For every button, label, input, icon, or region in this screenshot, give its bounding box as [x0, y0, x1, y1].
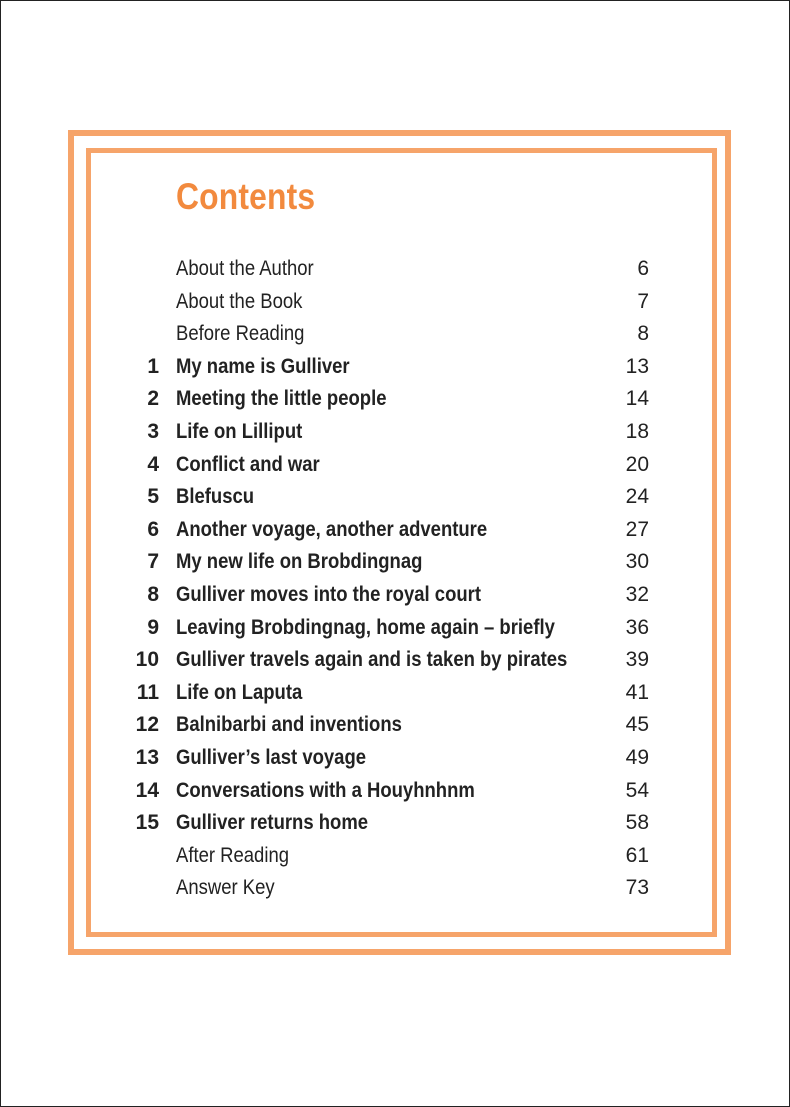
page-number: 6: [637, 257, 649, 280]
chapter-number: 15: [135, 811, 159, 835]
entry-title: Conversations with a Houyhnhnm: [176, 778, 475, 802]
page-number: 27: [625, 517, 649, 541]
entry-title: About the Author: [176, 257, 314, 280]
chapter-number: 1: [147, 354, 159, 378]
chapter-number: 6: [147, 517, 159, 541]
toc-entry: [0, 807, 790, 840]
page-number: 73: [625, 876, 649, 900]
chapter-number: 13: [135, 745, 159, 769]
page-number: 18: [625, 419, 649, 443]
page-number: 8: [637, 322, 649, 346]
page-number: 45: [625, 713, 649, 737]
page-number: 49: [625, 745, 649, 769]
toc-entry: [0, 449, 790, 482]
entry-title: Gulliver travels again and is taken by pirates: [176, 648, 568, 672]
toc-entry: [0, 318, 790, 351]
page-number: 36: [625, 615, 649, 639]
chapter-number: 11: [136, 680, 159, 704]
toc-entry: [0, 709, 790, 742]
page-number: 30: [625, 550, 649, 574]
entry-title: Life on Laputa: [176, 680, 303, 704]
table-of-contents: [0, 253, 790, 905]
chapter-number: 10: [135, 648, 159, 672]
page-number: 13: [625, 354, 649, 378]
entry-title: My name is Gulliver: [176, 354, 350, 378]
toc-entry: [0, 481, 790, 514]
page-number: 7: [637, 289, 649, 313]
entry-title: After Reading: [176, 843, 290, 867]
page-number: 20: [625, 452, 649, 476]
entry-title: Leaving Brobdingnag, home again – briefly: [176, 615, 555, 639]
entry-title: Balnibarbi and inventions: [176, 713, 402, 737]
toc-entry: [0, 253, 790, 286]
chapter-number: 9: [147, 615, 159, 639]
entry-title: Another voyage, another adventure: [176, 517, 488, 541]
toc-entry: [0, 742, 790, 775]
toc-entry: [0, 351, 790, 384]
entry-title: Gulliver moves into the royal court: [176, 582, 482, 606]
toc-entry: [0, 775, 790, 808]
chapter-number: 12: [135, 713, 159, 737]
page-number: 32: [625, 582, 649, 606]
toc-entry: [0, 286, 790, 319]
entry-title: My new life on Brobdingnag: [176, 550, 423, 574]
toc-entry: [0, 840, 790, 873]
entry-title: Life on Lilliput: [176, 419, 303, 443]
chapter-number: 4: [147, 452, 159, 476]
entry-title: Before Reading: [176, 322, 305, 346]
entry-title: Answer Key: [176, 876, 275, 900]
entry-title: Meeting the little people: [176, 387, 387, 411]
toc-entry: [0, 514, 790, 547]
toc-entry: [0, 612, 790, 645]
entry-title: About the Book: [176, 289, 303, 313]
entry-title: Gulliver returns home: [176, 811, 369, 835]
chapter-number: 2: [147, 387, 159, 411]
chapter-number: 8: [147, 582, 159, 606]
toc-entry: [0, 677, 790, 710]
toc-entry: [0, 416, 790, 449]
toc-entry: [0, 383, 790, 416]
chapter-number: 7: [147, 550, 159, 574]
entry-title: Blefuscu: [176, 485, 255, 509]
page-number: 61: [625, 843, 649, 867]
toc-entry: [0, 579, 790, 612]
page-number: 39: [625, 648, 649, 672]
chapter-number: 5: [147, 485, 159, 509]
toc-entry: [0, 872, 790, 905]
page-number: 58: [625, 811, 649, 835]
toc-entry: [0, 546, 790, 579]
entry-title: Conflict and war: [176, 452, 320, 476]
page-title: Contents: [176, 176, 316, 217]
entry-title: Gulliver’s last voyage: [176, 745, 367, 769]
chapter-number: 14: [135, 778, 159, 802]
page-number: 14: [625, 387, 649, 411]
page-number: 24: [625, 485, 649, 509]
toc-entry: [0, 644, 790, 677]
chapter-number: 3: [147, 419, 159, 443]
page-number: 41: [625, 680, 649, 704]
page-number: 54: [625, 778, 649, 802]
